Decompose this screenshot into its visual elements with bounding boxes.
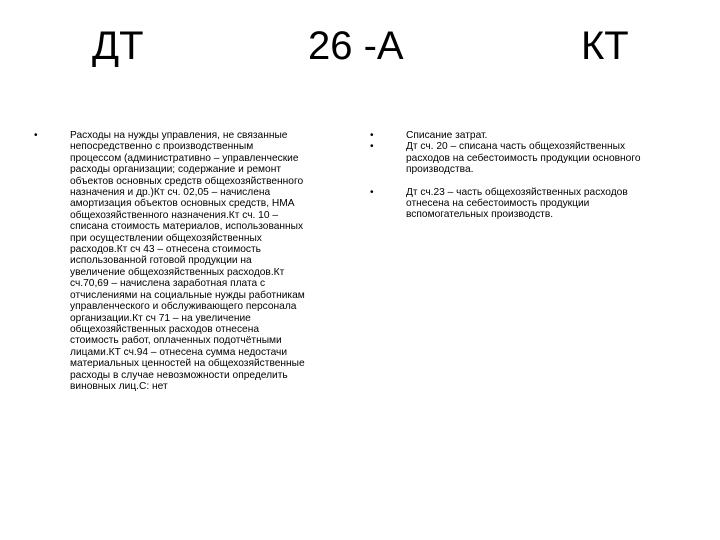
left-column (34, 130, 354, 392)
list-item-text: Дт сч. 20 – списана часть общехозяйственных расходов на себестоимость продукции основного производства. (406, 141, 641, 176)
list-item-text: Списание затрат. (406, 130, 488, 141)
right-column (370, 130, 700, 221)
heading-debit: ДТ (92, 24, 144, 68)
list-item-text: Расходы на нужды управления, не связанные непосредственно с производственным процессом (административно – управленческие расходы организации; содержание и ремонт объектов основных средств общехозяйственного назначения и др.)Кт сч. 02,05 – начислена амортизация объектов основных средств, НМА общехозяйственного назначения.Кт сч. 10 – списана стоимость материалов, использованных при осуществлении общехозяйственных расходов.Кт сч 43 – отнесена стоимость использованной готовой продукции на увеличение общехозяйственных расходов.Кт сч.70,69 – начислена заработная плата с отчислениями на социальные нужды работникам управленческого и обслуживающего персонала организации.Кт сч 71 – на увеличение общехозяйственных расходов отнесена стоимость работ, оплаченных подотчётными лицами.КТ сч.94 – отнесена сумма недостачи материальных ценностей на общехозяйственные расходы в случае невозможности определить виновных лиц.С: нет (70, 130, 305, 392)
heading-credit: КТ (581, 24, 629, 68)
list-item (370, 141, 700, 175)
list-item-text: Дт сч.23 – часть общехозяйственных расходов отнесена на себестоимость продукции вспомогательных производств. (406, 186, 628, 221)
bullet: • (370, 186, 374, 198)
bullet: • (34, 130, 38, 141)
bullet: • (370, 130, 374, 141)
list-item (370, 130, 700, 141)
list-item (370, 187, 700, 221)
heading-account: 26 -А (308, 24, 404, 68)
list-item (34, 130, 354, 392)
bullet: • (370, 141, 374, 153)
